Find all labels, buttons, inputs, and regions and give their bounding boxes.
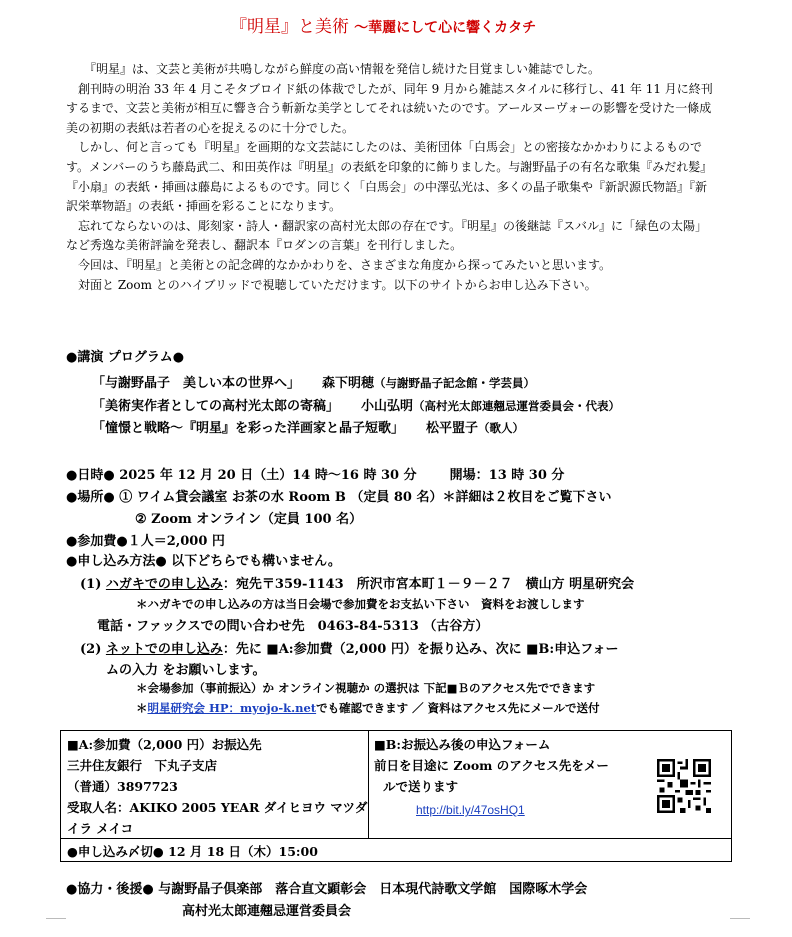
intro-paragraph: 対面と Zoom とのハイブリッドで視聴していただけます。以下のサイトからお申し込み下さい。 <box>78 277 597 292</box>
box-a-title: ■A:参加費（2,000 円）お振込先 <box>67 737 262 752</box>
item-number: (2) <box>80 642 102 657</box>
fee <box>66 530 225 549</box>
doors-open: 開場：13 時 30 分 <box>449 468 565 483</box>
payment-box <box>60 730 732 862</box>
recipient-name: 受取人名：AKIKO 2005 YEAR ダイヒヨウ マツダ <box>67 800 368 815</box>
net-text: ：先に ■A:参加費（2,000 円）を振り込み、次に ■B:申込フォー <box>222 642 619 657</box>
program-talk <box>92 395 620 414</box>
box-b-text-2: ルで送ります <box>383 779 459 794</box>
venue <box>66 486 612 505</box>
form-link[interactable]: http://bit.ly/47osHQ1 <box>416 803 525 817</box>
net-title: ネットでの申し込み <box>105 642 223 657</box>
box-b-text: 前日を目途に Zoom のアクセス先をメー <box>374 758 609 773</box>
talk-speaker: 小山弘明 <box>361 399 414 414</box>
recipient-name-2: イラ メイコ <box>67 821 134 836</box>
qr-code <box>657 759 711 813</box>
intro-paragraph: 今回は、『明星』と美術との記念碑的なかかわりを、さまざまな角度から探ってみたいと思います。 <box>78 257 612 272</box>
venue-line-2: ② Zoom オンライン（定員 100 名） <box>135 512 363 527</box>
date-value: 2025 年 12 月 20 日（土）14 時～16 時 30 分 <box>119 468 417 483</box>
talk-title: 「憧憬と戦略～『明星』を彩った洋画家と晶子短歌」 <box>92 421 405 436</box>
contact-info: 電話・ファックスでの問い合わせ先 0463-84-5313 （古谷方） <box>97 619 489 634</box>
bank-name: 三井住友銀行 下丸子支店 <box>67 758 218 773</box>
talk-speaker: 森下明穂 <box>322 376 375 391</box>
fee-value: １人＝2,000 円 <box>127 534 225 549</box>
net-note-2-text: でも確認できます ／ 資料はアクセス先にメールで送付 <box>316 701 600 715</box>
myojo-hp-link[interactable]: 明星研究会 HP：myojo-k.net <box>147 701 317 715</box>
net-apply <box>80 638 619 657</box>
apply-note: 以下どちらでも構いません。 <box>171 554 341 569</box>
talk-affiliation: （高村光太郎連翹忌運営委員会・代表） <box>413 399 621 413</box>
net-note-2 <box>136 700 600 716</box>
intro-text <box>66 60 716 295</box>
venue-line-1: ① ワイム貸会議室 お茶の水 Room B （定員 80 名）＊詳細は２枚目をご覧下さい <box>119 490 612 505</box>
crop-mark <box>730 918 750 919</box>
box-b-title: ■B:お振込み後の申込フォーム <box>374 737 551 752</box>
apply-label: ●申し込み方法● <box>66 554 167 569</box>
net-text-2: ムの入力 をお願いします。 <box>106 663 266 678</box>
postcard-apply <box>80 573 634 592</box>
crop-mark <box>46 918 66 919</box>
item-number: (1) <box>80 577 102 592</box>
account-number: （普通）3897723 <box>67 779 178 794</box>
cooperation-2: 高村光太郎連翹忌運営委員会 <box>182 904 352 919</box>
intro-paragraph: 忘れてならないのは、彫刻家・詩人・翻訳家の高村光太郎の存在です。『明星』の後継誌『スバル』に「緑色の太陽」など秀逸な美術評論を発表し、翻訳本『ロダンの言葉』を刊行しました。 <box>66 218 708 253</box>
venue-label: ●場所● <box>66 490 115 505</box>
talk-speaker: 松平盟子 <box>426 421 479 436</box>
net-note-1: ＊会場参加（事前振込）か オンライン視聴か の選択は 下記■Ｂのアクセス先でできます <box>136 681 596 695</box>
title-sub: ～華麗にして心に響くカタチ <box>354 20 537 36</box>
intro-paragraph: 創刊時の明治 33 年 4 月こそタブロイド紙の体裁でしたが、同年 9 月から雑誌スタイルに移行し、41 年 11 月に終刊するまで、文芸と美術が相互に響き合う斬新な美学としてそれは続いたのです。アールヌーヴォーの影響を受けた一條成美の初期の表紙は若者の心を捉えるのに十分でした。 <box>66 81 713 135</box>
intro-paragraph: しかし、何と言っても『明星』を画期的な文芸誌にしたのは、美術団体「白馬会」との密接なかかわりによるものです。メンバーのうち藤島武二、和田英作は『明星』の表紙を印象的に飾りました。与謝野晶子の有名な歌集『みだれ髪』『小扇』の表紙・挿画は藤島によるものです。同じく「白馬会」の中澤弘光は、多くの晶子歌集や『新訳源氏物語』『新訳栄華物語』の表紙・挿画を彩ることになります。 <box>66 140 713 214</box>
postcard-address: ：宛先〒359-1143 所沢市宮本町１－９－２７ 横山方 明星研究会 <box>222 577 635 592</box>
fee-label: ●参加費● <box>66 534 128 549</box>
intro-paragraph: 『明星』は、文芸と美術が共鳴しながら鮮度の高い情報を発信し続けた目覚ましい雑誌でした。 <box>84 62 601 76</box>
page-title <box>230 12 536 37</box>
event-date <box>66 464 564 483</box>
talk-title: 「与謝野晶子 美しい本の世界へ」 <box>92 376 301 391</box>
title-main: 『明星』と美術 <box>230 17 349 37</box>
apply-method <box>66 550 341 569</box>
program-header: ●講演 プログラム● <box>66 350 185 365</box>
talk-affiliation: （与謝野晶子記念館・学芸員） <box>374 376 536 390</box>
note-prefix: ＊ <box>136 701 148 715</box>
talk-title: 「美術実作者としての高村光太郎の寄稿」 <box>92 399 340 414</box>
program-talk <box>92 372 535 391</box>
talk-affiliation: （歌人） <box>478 421 525 435</box>
cooperation: ●協力・後援● 与謝野晶子倶楽部 落合直文顕彰会 日本現代詩歌文学館 国際啄木学会 <box>66 882 588 897</box>
deadline: ●申し込み〆切● 12 月 18 日（木）15:00 <box>67 844 318 859</box>
program-talk <box>92 417 524 436</box>
postcard-title: ハガキでの申し込み <box>105 577 223 592</box>
postcard-note: ＊ハガキでの申し込みの方は当日会場で参加費をお支払い下さい 資料をお渡しします <box>136 597 585 611</box>
date-label: ●日時● <box>66 468 115 483</box>
